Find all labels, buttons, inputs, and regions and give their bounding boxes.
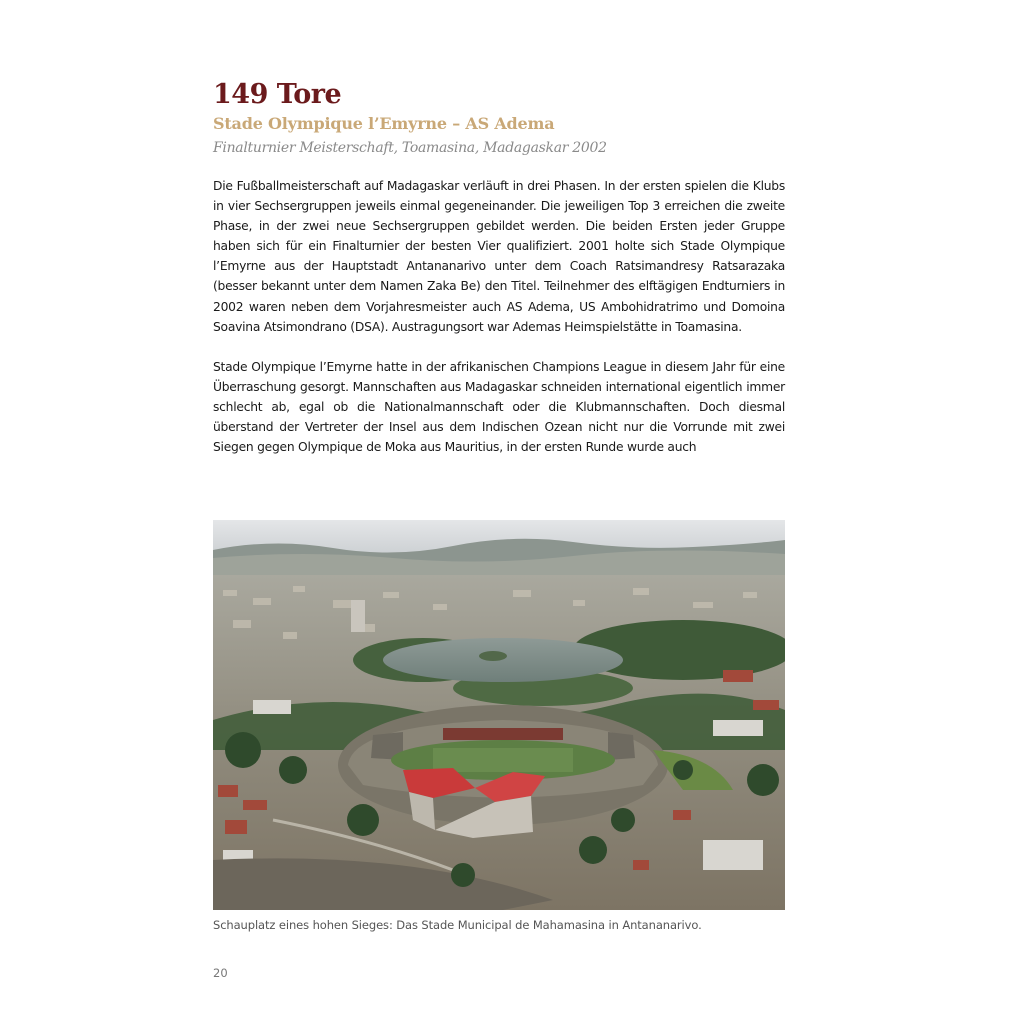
article (213, 78, 785, 477)
match-meta: Finalturnier Meisterschaft, Toamasina, Madagaskar 2002 (213, 140, 607, 156)
page-title: 149 Tore (213, 79, 342, 110)
page-number: 20 (213, 966, 228, 980)
paragraph-2: Stade Olympique l’Emyrne hatte in der afrikanischen Champions League in diesem Jahr für eine Überraschung gesorgt. Mannschaften aus Madagaskar schneiden international eigentlich immer schlecht ab, egal ob die Nationalmannschaft oder die Klubmannschaften. Doch diesmal überstand der Vertreter der Insel aus dem Indischen Ozean nicht nur die Vorrunde mit zwei Siegen gegen Olympique de Moka aus Mauritius, in der ersten Runde wurde auch (213, 359, 785, 455)
photo-caption: Schauplatz eines hohen Sieges: Das Stade Municipal de Mahamasina in Antananarivo. (213, 918, 702, 932)
stadium-photo (213, 520, 785, 910)
paragraph-1: Die Fußballmeisterschaft auf Madagaskar verläuft in drei Phasen. In der ersten spielen die Klubs in vier Sechsergruppen jeweils einmal gegeneinander. Die jeweiligen Top 3 erreichen die zweite Phase, in der zwei neue Sechsergruppen gebildet werden. Die beiden Ersten jeder Gruppe haben sich für ein Finalturnier der besten Vier qualifiziert. 2001 holte sich Stade Olympique l’Emyrne aus der Hauptstadt Antananarivo unter dem Coach Ratsimandresy Ratsarazaka (besser bekannt unter dem Namen Zaka Be) den Titel. Teilnehmer des elftägigen Endturniers in 2002 waren neben dem Vorjahresmeister auch AS Adema, US Ambohidratrimo und Domoina Soavina Atsimondrano (DSA). Austragungsort war Ademas Heimspielstätte in Toamasina. (213, 179, 785, 334)
match-subtitle: Stade Olympique l’Emyrne – AS Adema (213, 114, 555, 133)
